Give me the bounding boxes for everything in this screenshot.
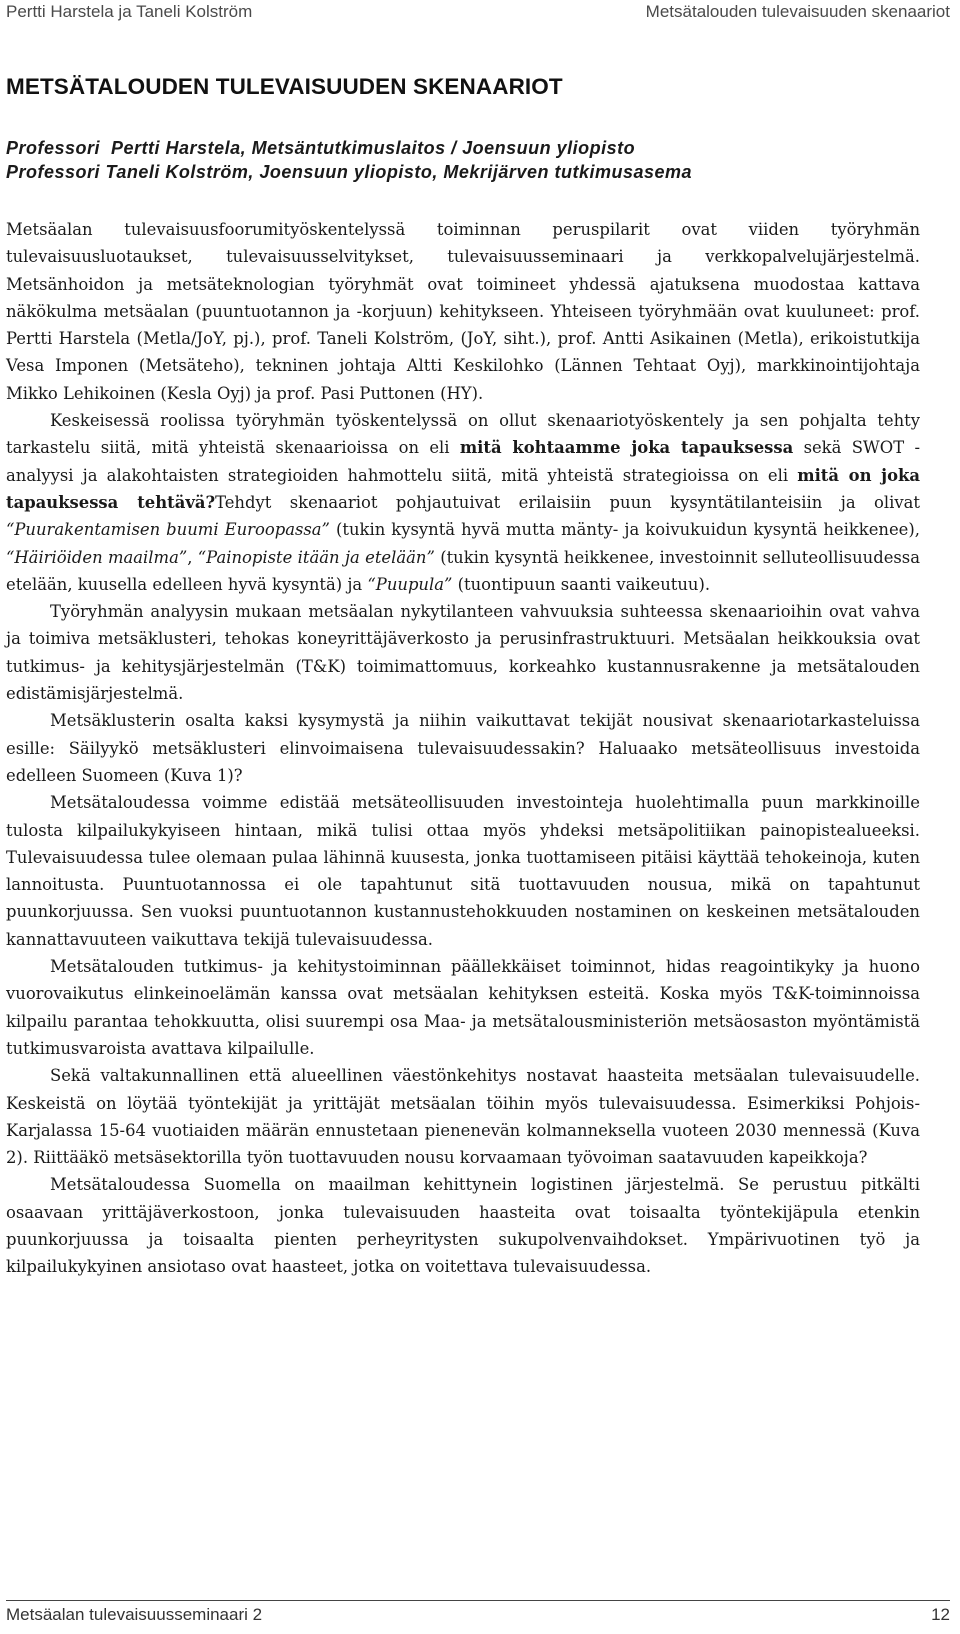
paragraph-cluster-questions: Metsäklusterin osalta kaksi kysymystä ja niihin vaikuttavat tekijät nousivat skenaariotarkasteluissa esille: Säilyykö metsäklusteri elinvoimaisena tulevaisuudessakin? Haluaako metsäteollisuus investoida edelleen Suomeen (Kuva 1)? <box>6 711 920 785</box>
page-footer <box>0 1600 950 1630</box>
author-line-2: Professori Taneli Kolström, Joensuun yliopisto, Mekrijärven tutkimusasema <box>6 162 693 182</box>
paragraph-scenarios: Keskeisessä roolissa työryhmän työskentelyssä on ollut skenaariotyöskentely ja sen pohjalta tehty tarkastelu siitä, mitä yhteistä skenaarioissa on eli mitä kohtaamme joka tapauksessa sekä SWOT -analyysi ja alakohtaisten strategioiden hahmottelu siitä, mitä yhteistä strategioissa on eli mitä on joka tapauksessa tehtävä?Tehdyt skenaariot pohjautuivat erilaisiin puun kysyntätilanteisiin ja olivat “Puurakentamisen buumi Euroopassa” (tukin kysyntä hyvä mutta mänty- ja koivukuidun kysyntä heikkenee), “Häiriöiden maailma”, “Painopiste itään ja etelään” (tukin kysyntä heikkenee, investoinnit selluteollisuudessa etelään, kuusella edelleen hyvä kysyntä) ja “Puupula” (tuontipuun saanti vaikeutuu). <box>6 411 921 594</box>
scenario-name-4: “Puupula” <box>367 574 453 594</box>
emphasis-what-we-face: mitä kohtaamme joka tapauksessa <box>459 438 794 458</box>
paragraph-population: Sekä valtakunnallinen että alueellinen väestönkehitys nostavat haasteita metsäalan tulevaisuudelle. Keskeistä on löytää työntekijät ja yrittäjät metsäalan töihin myös tulevaisuudessa. Esimerkiksi Pohjois-Karjalassa 15-64 vuotiaiden määrän ennustetaan pienenevän kolmanneksella vuoteen 2030 mennessä (Kuva 2). Riittääkö metsäsektorilla työn tuottavuuden nousu korvaamaan työvoiman saatavuuden kapeikkoja? <box>6 1066 920 1168</box>
header-authors: Pertti Harstela ja Taneli Kolström <box>6 2 253 21</box>
footer-publication: Metsäalan tulevaisuusseminaari 2 <box>6 1605 263 1624</box>
page-number: 12 <box>931 1605 950 1624</box>
scenario-name-3: “Painopiste itään ja etelään” <box>197 547 435 567</box>
paragraph-research: Metsätalouden tutkimus- ja kehitystoiminnan päällekkäiset toiminnot, hidas reagointikyky ja huono vuorovaikutus elinkeinoelämän kanssa ovat metsäalan kehityksen esteitä. Koska myös T&K-toiminnoissa kilpailu parantaa tehokkuutta, olisi suurempi osa Maa- ja metsätalousministeriön metsäosaston myöntämistä tutkimusvaroista avattava kilpailulle. <box>6 957 920 1058</box>
emphasis-what-must-be-done: mitä on joka tapauksessa tehtävä? <box>6 465 920 512</box>
paragraph-logistics: Metsätaloudessa Suomella on maailman kehittynein logistinen järjestelmä. Se perustuu pitkälti osaavaan yrittäjäverkostoon, jonka tulevaisuuden haasteita ovat toisaalta työntekijäpula etenkin puunkorjuussa ja toisaalta pienten perheyritysten sukupolvenvaihdokset. Ympärivuotinen työ ja kilpailukykyinen ansiotaso ovat haasteet, jotka on voitettava tulevaisuudessa. <box>6 1175 920 1277</box>
running-header <box>6 2 950 24</box>
author-line-1: Professori Pertti Harstela, Metsäntutkimuslaitos / Joensuun yliopisto <box>6 138 636 158</box>
paragraph-intro: Metsäalan tulevaisuusfoorumityöskentelyssä toiminnan peruspilarit ovat viiden työryhmän tulevaisuusluotaukset, tulevaisuusselvitykset, tulevaisuusseminaari ja verkkopalvelujärjestelmä. Metsänhoidon ja metsäteknologian työryhmät ovat toimineet yhdessä ajatuksena muodostaa kattava näkökulma metsäalan (puuntuotannon ja -korjuun) kehitykseen. Yhteiseen työryhmään ovat kuuluneet: prof. Pertti Harstela (Metla/JoY, pj.), prof. Taneli Kolström, (JoY, siht.), prof. Antti Asikainen (Metla), erikoistutkija Vesa Imponen (Metsäteho), tekninen johtaja Altti Keskilohko (Lännen Tehtaat Oyj), markkinointijohtaja Mikko Lehikoinen (Kesla Oyj) ja prof. Pasi Puttonen (HY). <box>6 220 920 403</box>
scenario-name-2: “Häiriöiden maailma” <box>6 547 188 567</box>
article-title: METSÄTALOUDEN TULEVAISUUDEN SKENAARIOT <box>6 74 563 99</box>
scenario-name-1: “Puurakentamisen buumi Euroopassa” <box>6 520 330 540</box>
author-block <box>6 136 692 184</box>
paragraph-investments: Metsätaloudessa voimme edistää metsäteollisuuden investointeja huolehtimalla puun markkinoille tulosta kilpailukykyiseen hintaan, mikä tulisi ottaa myös yhdeksi metsäpolitiikan painopistealueeksi. Tulevaisuudessa tulee olemaan pulaa lähinnä kuusesta, jonka tuottamiseen pitäisi käyttää tehokeinoja, kuten lannoitusta. Puuntuotannossa ei ole tapahtunut sitä tuottavuuden nousua, mikä on tapahtunut puunkorjuussa. Sen vuoksi puuntuotannon kustannustehokkuuden nostaminen on keskeinen metsätalouden kannattavuuteen vaikuttava tekijä tulevaisuudessa. <box>6 793 920 949</box>
header-section-title: Metsätalouden tulevaisuuden skenaariot <box>645 2 950 21</box>
footer-rule <box>6 1600 950 1601</box>
paragraph-strengths: Työryhmän analyysin mukaan metsäalan nykytilanteen vahvuuksia suhteessa skenaarioihin ovat vahva ja toimiva metsäklusteri, tehokas koneyrittäjäverkosto ja perusinfrastruktuuri. Metsäalan heikkouksia ovat tutkimus- ja kehitysjärjestelmän (T&K) toimimattomuus, korkeahko kustannusrakenne ja metsätalouden edistämisjärjestelmä. <box>6 602 920 704</box>
article-body <box>6 216 920 1281</box>
